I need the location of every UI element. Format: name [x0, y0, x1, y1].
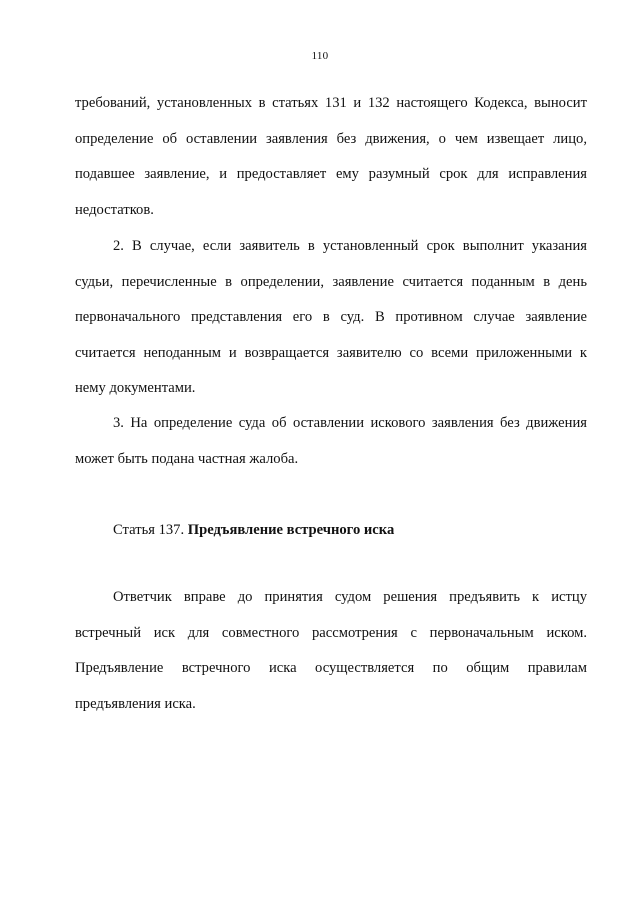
page-number: 110 [311, 50, 329, 62]
paragraph-item-2 [75, 229, 587, 407]
article-paragraph [75, 580, 587, 722]
paragraph-line: требований, установленных в статьях 131 и 132 настоящего Кодекса, выносит [75, 95, 587, 111]
paragraph-line: может быть подана частная жалоба. [75, 450, 299, 467]
paragraph-line: нему документами. [75, 380, 196, 396]
paragraph-item-3 [75, 406, 587, 477]
paragraph-continuation [75, 86, 587, 228]
paragraph-line: Предъявление встречного иска осуществляется по общим правилам [75, 660, 587, 676]
paragraph-line: Ответчик вправе до принятия судом решения предъявить к истцу [113, 589, 587, 605]
paragraph-line: считается неподанным и возвращается заявителю со всеми приложенными к [75, 344, 587, 361]
paragraph-line: недостатков. [75, 201, 154, 218]
paragraph-line: 3. На определение суда об оставлении искового заявления без движения [113, 415, 587, 431]
paragraph-line: первоначального представления его в суд. В противном случае заявление [75, 309, 587, 325]
paragraph-line: встречный иск для совместного рассмотрения с первоначальным иском. [75, 624, 587, 641]
article-number: Статья 137. [113, 522, 185, 538]
paragraph-line: судьи, перечисленные в определении, заявление считается поданным в день [75, 273, 587, 290]
paragraph-line: определение об оставлении заявления без движения, о чем извещает лицо, [75, 130, 587, 147]
article-title: Предъявление встречного иска [187, 522, 395, 538]
paragraph-line: предъявления иска. [75, 695, 196, 712]
paragraph-line: подавшее заявление, и предоставляет ему разумный срок для исправления [75, 166, 587, 182]
article-heading [113, 513, 394, 548]
paragraph-line: 2. В случае, если заявитель в установленный срок выполнит указания [113, 238, 587, 254]
